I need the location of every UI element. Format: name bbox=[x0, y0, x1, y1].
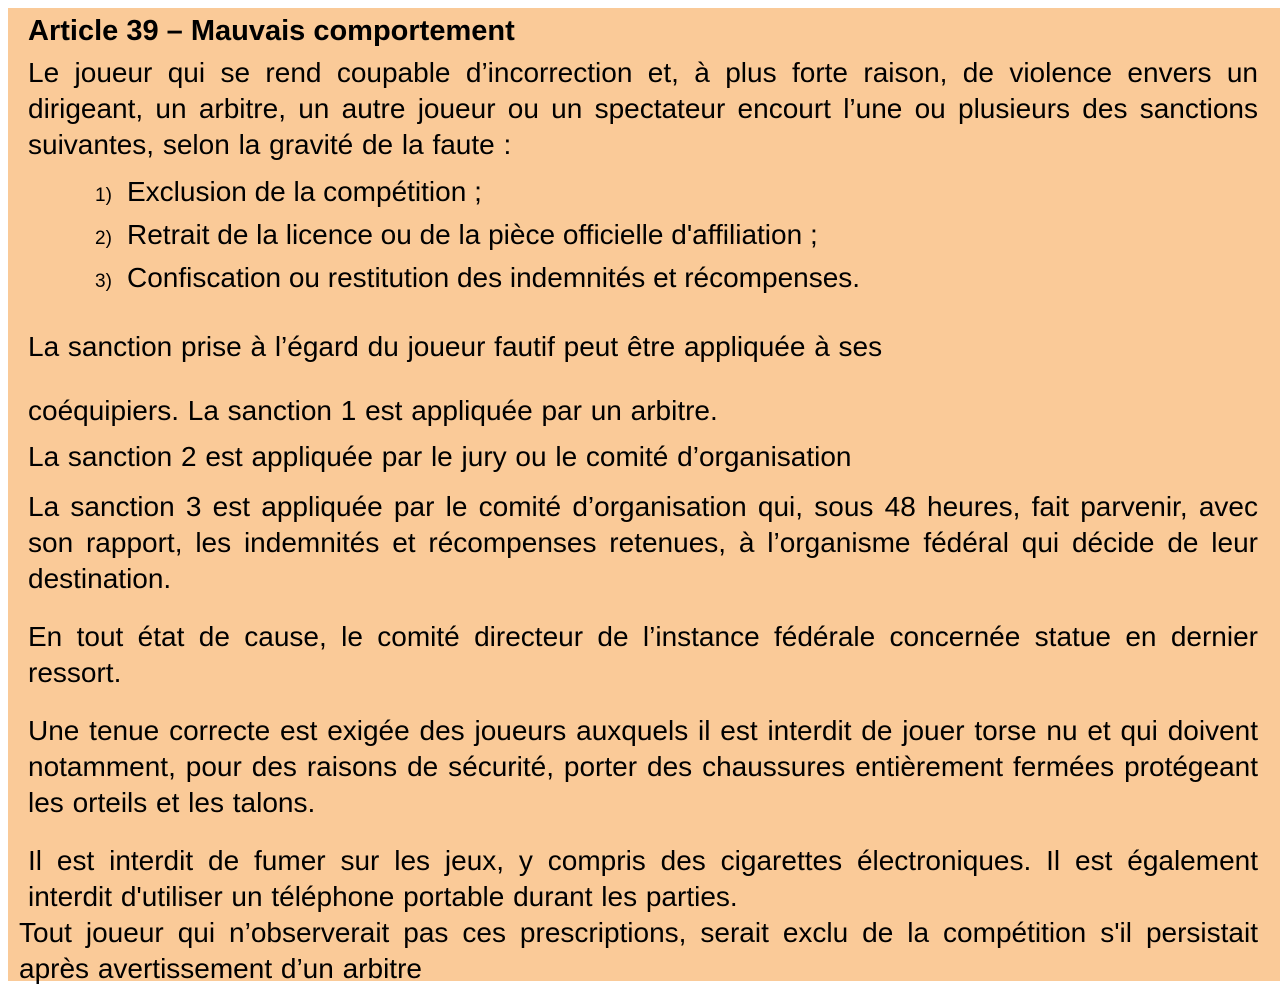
list-item-text: Confiscation ou restitution des indemnités et récompenses. bbox=[127, 262, 861, 293]
article-panel bbox=[8, 8, 1280, 984]
paragraph-sanction-2: La sanction 2 est appliquée par le jury ou le comité d’organisation bbox=[28, 441, 852, 472]
list-item bbox=[28, 216, 1258, 258]
article-title: Article 39 – Mauvais comportement bbox=[28, 15, 515, 47]
paragraph-sanction-3: La sanction 3 est appliquée par le comité d’organisation qui, sous 48 heures, fait parvenir, avec son rapport, les indemnités et récompenses retenues, à l’organisme fédéral qui décide de leur destination. bbox=[28, 491, 1258, 594]
list-item bbox=[28, 173, 1258, 215]
paragraph-tenue-correcte: Une tenue correcte est exigée des joueurs auxquels il est interdit de jouer torse nu et qui doivent notamment, pour des raisons de sécurité, porter des chaussures entièrement fermées protégeant les orteils et les talons. bbox=[28, 715, 1258, 818]
article-intro-paragraph: Le joueur qui se rend coupable d’incorrection et, à plus forte raison, de violence envers un dirigeant, un arbitre, un autre joueur ou un spectateur encourt l’une ou plusieurs des sanctions suivantes, selon la gravité de la faute : bbox=[28, 57, 1258, 160]
paragraph-interdiction-fumer: Il est interdit de fumer sur les jeux, y compris des cigarettes électroniques. Il est également interdit d'utiliser un téléphone portable durant les parties. bbox=[28, 845, 1258, 912]
sanctions-list bbox=[28, 173, 1258, 301]
list-item-text: Retrait de la licence ou de la pièce officielle d'affiliation ; bbox=[127, 219, 818, 250]
list-item-text: Exclusion de la compétition ; bbox=[127, 176, 482, 207]
paragraph-exclusion-avertissement: Tout joueur qui n’observerait pas ces prescriptions, serait exclu de la compétition s'il persistait après avertissement d’un arbitre bbox=[19, 917, 1258, 984]
paragraph-coequipiers-sanction-1: coéquipiers. La sanction 1 est appliquée par un arbitre. bbox=[28, 395, 718, 426]
list-item-number: 3) bbox=[95, 271, 112, 292]
list-item bbox=[28, 259, 1258, 301]
list-item-number: 1) bbox=[95, 185, 112, 206]
list-item-number: 2) bbox=[95, 228, 112, 249]
paragraph-comite-directeur: En tout état de cause, le comité directeur de l’instance fédérale concernée statue en dernier ressort. bbox=[28, 621, 1258, 688]
paragraph-sanction-joueur-fautif: La sanction prise à l’égard du joueur fautif peut être appliquée à ses bbox=[28, 331, 883, 362]
